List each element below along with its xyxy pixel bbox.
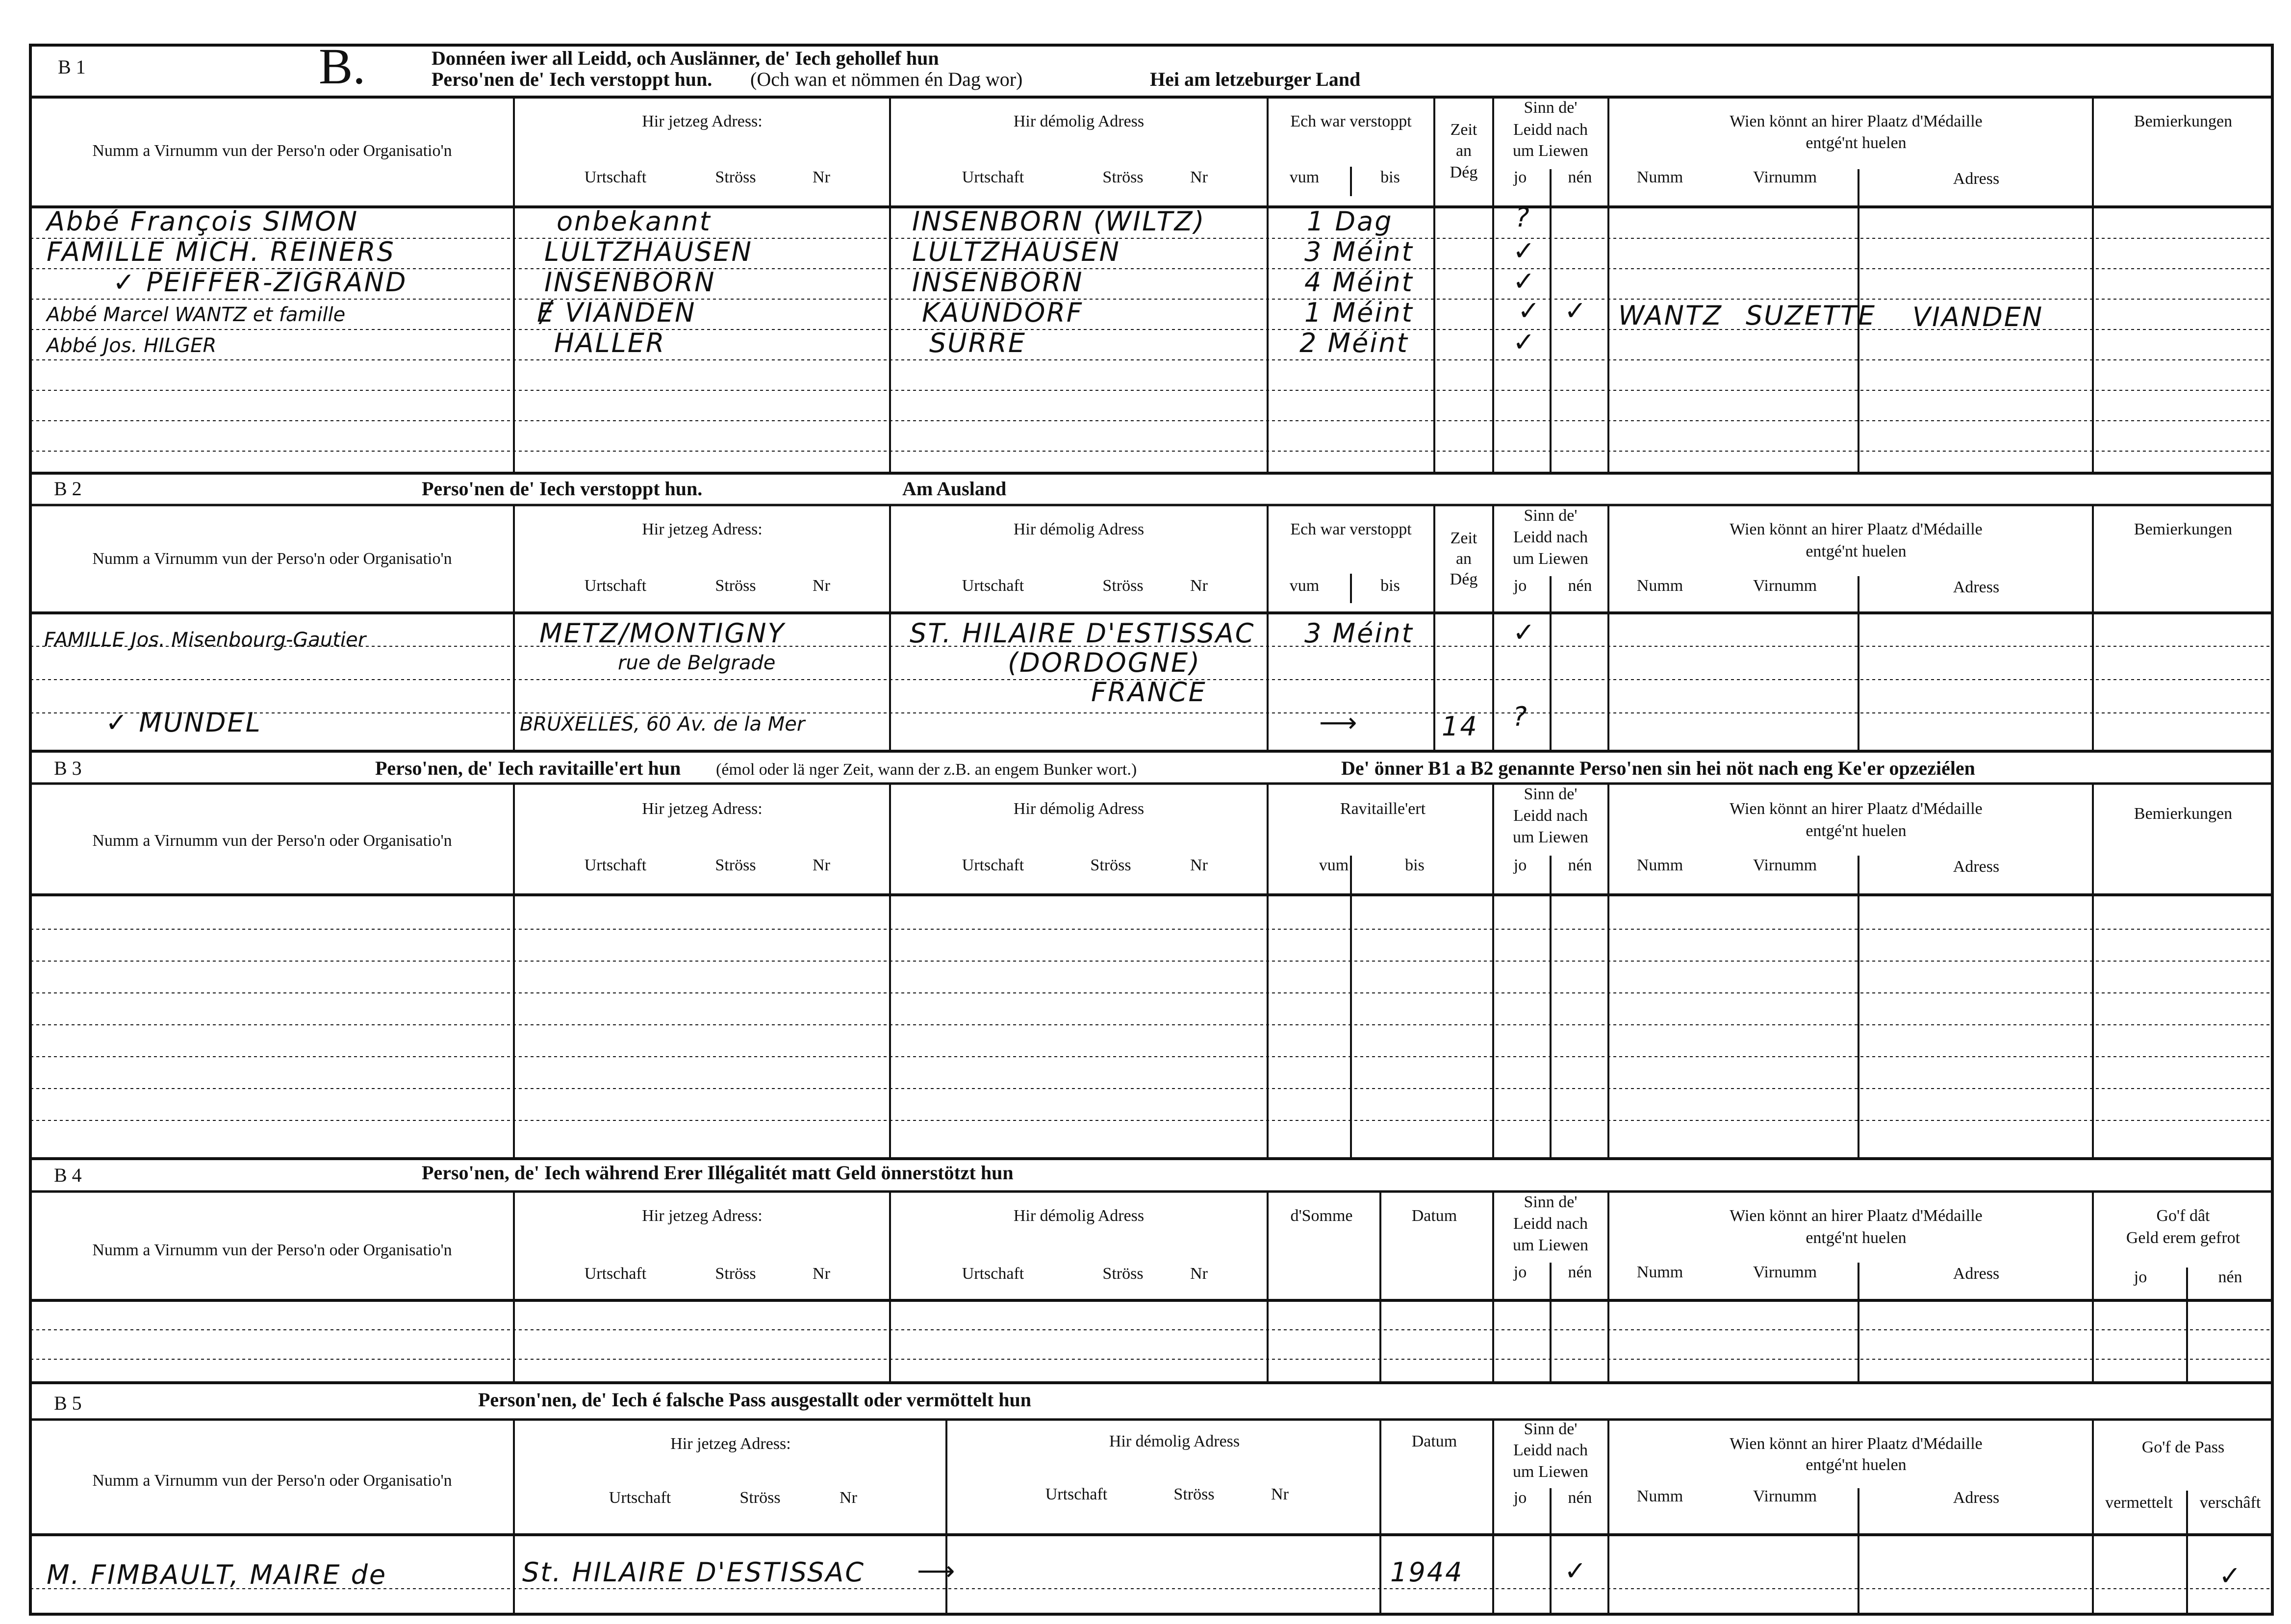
b1-rows <box>45 202 2043 358</box>
b1-col-old-urtschaft: Urtschaft <box>962 168 1024 186</box>
b2-row2-arrow: ⟶ <box>1319 707 1359 738</box>
b4-col-alive-1: Sinn de' <box>1524 1193 1578 1211</box>
b2-col-stross: Ströss <box>715 577 756 595</box>
b3-col-vum: vum <box>1319 856 1349 874</box>
b1-row4-hidden: 1 Méint <box>1304 297 1414 328</box>
b2-col-old-urtschaft: Urtschaft <box>962 577 1024 595</box>
b1-col-bis: bis <box>1380 168 1400 186</box>
b2-row1-current: METZ/MONTIGNY <box>539 618 786 649</box>
b5-col-alive-2: Leidd nach <box>1513 1441 1588 1459</box>
b1-row5-name: Abbé Jos. HILGER <box>47 334 217 357</box>
b1-row2-name: FAMILLE MICH. REINERS <box>47 236 395 267</box>
b5-col-old-urtschaft: Urtschaft <box>1045 1485 1108 1503</box>
b1-row4-old: KAUNDORF <box>922 297 1083 328</box>
form-header-line1: Donnéen iwer all Leidd, och Auslänner, de' Iech gehollef hun <box>432 47 939 69</box>
b3-col-alive-1: Sinn de' <box>1524 785 1578 803</box>
b2-col-remarks: Bemierkungen <box>2134 520 2233 538</box>
b3-header <box>92 785 2232 876</box>
b3-col-medal-1: Wien könnt an hirer Plaatz d'Médaille <box>1730 800 1983 818</box>
b1-row5-hidden: 2 Méint <box>1299 328 1409 358</box>
b1-row5-alive-jo: ✓ <box>1513 327 1537 357</box>
b2-col-zeit-2: an <box>1455 550 1472 568</box>
b4-col-adress: Adress <box>1953 1265 2000 1283</box>
b5-col-alive-1: Sinn de' <box>1524 1420 1578 1438</box>
b5-row1-arrow: ⟶ <box>917 1555 957 1586</box>
b5-row1-alive-nen: ✓ <box>1564 1555 1588 1586</box>
b2-row1-old3: FRANCE <box>1091 677 1207 708</box>
form-header-line2c: Hei am letzeburger Land <box>1150 68 1361 90</box>
b1-row2-current: LULTZHAUSEN <box>544 236 753 267</box>
b5-col-stross: Ströss <box>739 1489 781 1507</box>
b1-header <box>92 99 2232 188</box>
b2-col-old-nr: Nr <box>1190 577 1208 595</box>
b2-col-zeit-3: Dég <box>1450 570 1478 588</box>
b3-col-ravitailliert: Ravitaille'ert <box>1340 800 1426 818</box>
b2-col-jo: jo <box>1513 577 1527 595</box>
b4-col-medal-2: entgé'nt huelen <box>1806 1229 1907 1247</box>
b5-col-numm: Numm <box>1636 1487 1683 1505</box>
b2-row1-old2: (DORDOGNE) <box>1008 647 1201 678</box>
b2-col-zeit-1: Zeit <box>1450 529 1477 547</box>
b1-row5-current: HALLER <box>554 328 666 358</box>
b1-col-zeit-3: Dég <box>1450 163 1478 181</box>
b2-header <box>92 507 2232 596</box>
b5-col-virnumm: Virnumm <box>1753 1487 1817 1505</box>
b3-col-old-stross: Ströss <box>1090 856 1131 874</box>
b2-col-urtschaft: Urtschaft <box>584 577 647 595</box>
b5-row1-name: M. FIMBAULT, MAIRE de <box>47 1559 387 1590</box>
b2-row1-hidden: 3 Méint <box>1304 618 1414 649</box>
b2-col-name: Numm a Virnumm vun der Perso'n oder Organisatio'n <box>92 550 452 568</box>
b1-col-remarks: Bemierkungen <box>2134 112 2233 130</box>
form-letter: B. <box>319 38 366 95</box>
b4-col-numm: Numm <box>1636 1263 1683 1281</box>
b1-col-zeit-1: Zeit <box>1450 121 1477 139</box>
b1-row4-medal-adress: VIANDEN <box>1912 302 2044 332</box>
b2-col-alive-2: Leidd nach <box>1513 528 1588 546</box>
b2-row1-name: FAMILLE Jos. Misenbourg-Gautier <box>44 629 366 651</box>
section-b3-title-note2: De' önner B1 a B2 genannte Perso'nen sin hei nöt nach eng Ke'er opzeziélen <box>1341 757 1975 779</box>
b1-col-virnumm: Virnumm <box>1753 168 1817 186</box>
b3-col-old: Hir démolig Adress <box>1013 800 1145 818</box>
b5-col-vermettelt: vermettelt <box>2105 1494 2173 1512</box>
b4-col-somme: d'Somme <box>1290 1207 1353 1225</box>
b4-col-gof-1: Go'f dât <box>2156 1207 2210 1225</box>
b4-col-urtschaft: Urtschaft <box>584 1265 647 1283</box>
b3-col-adress: Adress <box>1953 858 2000 876</box>
section-b2-subtitle: Am Ausland <box>902 478 1007 500</box>
b3-col-urtschaft: Urtschaft <box>584 856 647 874</box>
b2-col-hidden: Ech war verstoppt <box>1290 520 1412 538</box>
b2-row2-current: BRUXELLES, 60 Av. de la Mer <box>520 713 805 736</box>
section-b2-title: Perso'nen de' Iech verstoppt hun. <box>422 478 703 500</box>
b3-col-virnumm: Virnumm <box>1753 856 1817 874</box>
b4-col-alive-2: Leidd nach <box>1513 1215 1588 1233</box>
b5-col-alive-3: um Liewen <box>1513 1463 1588 1481</box>
section-b3-title-note: (émol oder lä nger Zeit, wann der z.B. an engem Bunker wort.) <box>716 761 1137 779</box>
b2-col-virnumm: Virnumm <box>1753 577 1817 595</box>
b4-col-old: Hir démolig Adress <box>1013 1207 1145 1225</box>
section-b2-code: B 2 <box>54 478 82 500</box>
b1-row3-old: INSENBORN <box>912 267 1084 298</box>
b2-col-alive-3: um Liewen <box>1513 550 1588 568</box>
b1-row3-alive-jo: ✓ <box>1513 266 1537 297</box>
section-b3-title: Perso'nen, de' Iech ravitaille'ert hun <box>375 757 681 779</box>
b4-col-nen: nén <box>1568 1263 1592 1281</box>
b1-col-alive-1: Sinn de' <box>1524 99 1578 117</box>
b2-col-adress: Adress <box>1953 578 2000 596</box>
b2-row2-alive-jo: ? <box>1513 701 1528 732</box>
b1-col-jo: jo <box>1513 168 1527 186</box>
b4-col-old-stross: Ströss <box>1102 1265 1144 1283</box>
b4-col-name: Numm a Virnumm vun der Perso'n oder Organisatio'n <box>92 1241 452 1259</box>
b2-col-old-stross: Ströss <box>1102 577 1144 595</box>
b1-col-adress: Adress <box>1953 170 2000 188</box>
b5-col-gof-pass: Go'f de Pass <box>2141 1438 2225 1456</box>
b2-col-numm: Numm <box>1636 577 1683 595</box>
b2-col-nen: nén <box>1568 577 1592 595</box>
b4-col-current: Hir jetzeg Adress: <box>642 1207 763 1225</box>
b1-row3-current: INSENBORN <box>544 267 716 298</box>
b1-col-hidden: Ech war verstoppt <box>1290 112 1412 130</box>
b1-col-numm: Numm <box>1636 168 1683 186</box>
b5-col-verschaft: verschâft <box>2199 1494 2261 1512</box>
b5-col-medal-1: Wien könnt an hirer Plaatz d'Médaille <box>1730 1435 1983 1453</box>
b1-col-vum: vum <box>1289 168 1320 186</box>
b5-col-jo: jo <box>1513 1489 1527 1507</box>
b3-col-remarks: Bemierkungen <box>2134 805 2233 823</box>
b2-col-vum: vum <box>1289 577 1320 595</box>
b3-col-alive-2: Leidd nach <box>1513 807 1588 825</box>
b5-row1-current: St. HILAIRE D'ESTISSAC <box>522 1557 865 1588</box>
b1-row4-alive-nen: ✓ <box>1564 295 1588 326</box>
b1-col-stross: Ströss <box>715 168 756 186</box>
b4-col-old-nr: Nr <box>1190 1265 1208 1283</box>
b3-col-nr: Nr <box>813 856 830 874</box>
b5-col-adress: Adress <box>1953 1489 2000 1507</box>
b3-col-current: Hir jetzeg Adress: <box>642 800 763 818</box>
section-b5-title: Person'nen, de' Iech é falsche Pass ausgestallt oder vermöttelt hun <box>478 1389 1032 1411</box>
b3-col-numm: Numm <box>1636 856 1683 874</box>
b1-col-name: Numm a Virnumm vun der Perso'n oder Organisatio'n <box>92 142 452 160</box>
section-b1-code: B 1 <box>58 56 86 78</box>
b1-col-alive-3: um Liewen <box>1513 142 1588 160</box>
b1-col-zeit-2: an <box>1455 142 1472 160</box>
b5-col-urtschaft: Urtschaft <box>609 1489 671 1507</box>
b2-col-nr: Nr <box>813 577 830 595</box>
b1-col-alive-2: Leidd nach <box>1513 121 1588 139</box>
b1-col-current: Hir jetzeg Adress: <box>642 112 763 130</box>
b3-col-jo: jo <box>1513 856 1527 874</box>
b1-row3-hidden: 4 Méint <box>1304 267 1414 298</box>
b4-col-virnumm: Virnumm <box>1753 1263 1817 1281</box>
b1-row1-old: INSENBORN (WILTZ) <box>912 206 1206 237</box>
b5-col-old-stross: Ströss <box>1173 1485 1215 1503</box>
b1-row4-current: Ɇ VIANDEN <box>537 297 696 328</box>
b3-col-name: Numm a Virnumm vun der Perso'n oder Organisatio'n <box>92 832 452 850</box>
b3-col-nen: nén <box>1568 856 1592 874</box>
b2-col-bis: bis <box>1380 577 1400 595</box>
b1-row2-alive-jo: ✓ <box>1513 235 1537 266</box>
b5-col-old-nr: Nr <box>1271 1485 1289 1503</box>
b4-col-medal-1: Wien könnt an hirer Plaatz d'Médaille <box>1730 1207 1983 1225</box>
b1-row3-name: ✓ PEIFFER-ZIGRAND <box>113 267 407 298</box>
b4-col-alive-3: um Liewen <box>1513 1236 1588 1254</box>
b2-col-medal-1: Wien könnt an hirer Plaatz d'Médaille <box>1730 520 1983 538</box>
b1-col-medal-2: entgé'nt huelen <box>1806 134 1907 152</box>
b1-col-nen: nén <box>1568 168 1592 186</box>
b5-col-nen: nén <box>1568 1489 1592 1507</box>
b3-col-bis: bis <box>1405 856 1425 874</box>
b2-row2-name: ✓ MUNDEL <box>105 707 262 738</box>
b1-row1-hidden: 1 Dag <box>1307 206 1393 237</box>
b3-col-stross: Ströss <box>715 856 756 874</box>
b4-col-nr: Nr <box>813 1265 830 1283</box>
b1-row4-name: Abbé Marcel WANTZ et famille <box>47 304 346 326</box>
b2-col-medal-2: entgé'nt huelen <box>1806 542 1907 560</box>
section-b3-code: B 3 <box>54 757 82 779</box>
b4-header <box>92 1193 2242 1286</box>
form-header-line2b: (Och wan et nömmen én Dag wor) <box>750 68 1023 90</box>
b2-row1-old: ST. HILAIRE D'ESTISSAC <box>910 618 1255 649</box>
b1-row5-old: SURRE <box>929 328 1026 358</box>
b1-row4-medal-virnumm: SUZETTE <box>1746 300 1877 331</box>
b4-col-gof-2: Geld erem gefrot <box>2126 1229 2240 1247</box>
b4-col-datum: Datum <box>1411 1207 1457 1225</box>
b5-row1-date: 1944 <box>1390 1557 1464 1588</box>
form-header-line2a: Perso'nen de' Iech verstoppt hun. <box>432 68 713 90</box>
b1-col-medal-1: Wien könnt an hirer Plaatz d'Médaille <box>1730 112 1983 130</box>
b5-col-current: Hir jetzeg Adress: <box>670 1435 791 1453</box>
section-b5-code: B 5 <box>54 1392 82 1414</box>
b1-col-nr: Nr <box>813 168 830 186</box>
b1-row4-medal-numm: WANTZ <box>1618 300 1723 331</box>
b2-col-old: Hir démolig Adress <box>1013 520 1145 538</box>
b5-col-medal-2: entgé'nt huelen <box>1806 1456 1907 1474</box>
b1-row2-hidden: 3 Méint <box>1304 236 1414 267</box>
section-b4-code: B 4 <box>54 1164 82 1186</box>
b5-col-name: Numm a Virnumm vun der Perso'n oder Organisatio'n <box>92 1472 452 1490</box>
b5-rows <box>47 1555 2242 1591</box>
b4-col-jo: jo <box>1513 1263 1527 1281</box>
b2-row2-days: 14 <box>1442 711 1478 742</box>
b4-col-gof-jo: jo <box>2134 1268 2147 1286</box>
b2-col-alive-1: Sinn de' <box>1524 507 1578 525</box>
b3-col-old-urtschaft: Urtschaft <box>962 856 1024 874</box>
b2-row1-current2: rue de Belgrade <box>618 652 776 674</box>
b5-col-nr: Nr <box>840 1489 857 1507</box>
b3-col-alive-3: um Liewen <box>1513 828 1588 846</box>
b5-col-old: Hir démolig Adress <box>1109 1432 1240 1450</box>
b1-row4-alive-jo: ✓ <box>1518 295 1542 326</box>
b1-col-urtschaft: Urtschaft <box>584 168 647 186</box>
b3-col-medal-2: entgé'nt huelen <box>1806 822 1907 840</box>
b3-col-old-nr: Nr <box>1190 856 1208 874</box>
b5-row1-verschaft: ✓ <box>2219 1560 2243 1591</box>
b5-header <box>92 1420 2261 1512</box>
b1-row1-current: onbekannt <box>557 206 712 237</box>
b2-col-current: Hir jetzeg Adress: <box>642 520 763 538</box>
section-b4-title: Perso'nen, de' Iech während Erer Illégalitét matt Geld önnerstötzt hun <box>422 1162 1014 1184</box>
b1-row2-old: LULTZHAUSEN <box>912 236 1120 267</box>
b1-col-old: Hir démolig Adress <box>1013 112 1145 130</box>
b1-col-old-stross: Ströss <box>1102 168 1144 186</box>
b4-col-old-urtschaft: Urtschaft <box>962 1265 1024 1283</box>
b1-row1-alive-jo: ? <box>1515 202 1531 233</box>
b5-col-datum: Datum <box>1411 1432 1457 1450</box>
b4-col-stross: Ströss <box>715 1265 756 1283</box>
b2-row1-alive-jo: ✓ <box>1513 617 1537 648</box>
b1-col-old-nr: Nr <box>1190 168 1208 186</box>
b1-row1-name: Abbé François SIMON <box>47 206 359 237</box>
b4-col-gof-nen: nén <box>2218 1268 2242 1286</box>
